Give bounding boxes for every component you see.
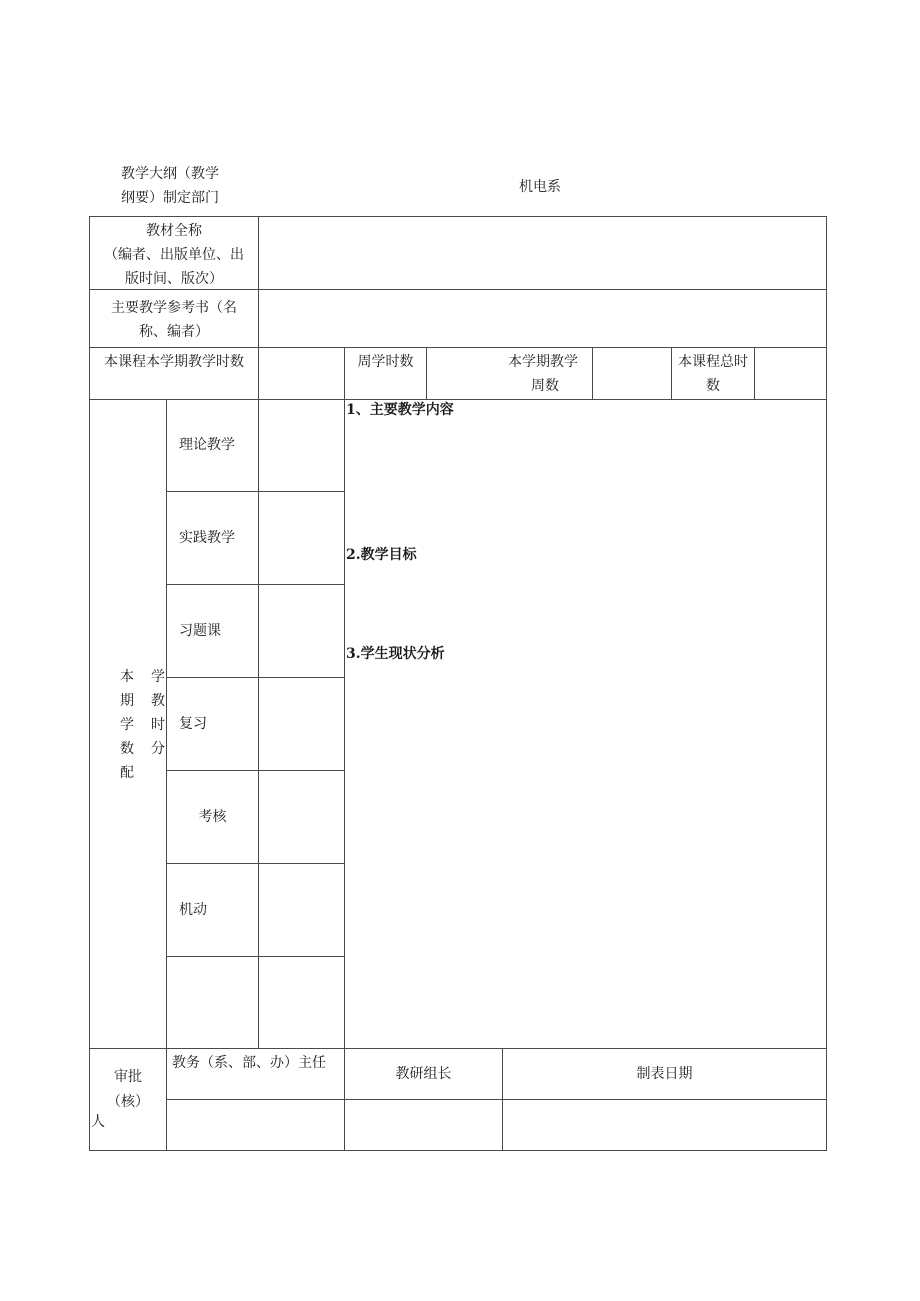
allocation-row-label: 习题课 — [179, 623, 221, 639]
reference-label-line1: 主要教学参考书（名 — [111, 300, 237, 316]
group-leader-label: 教研组长 — [395, 1066, 452, 1082]
textbook-label-line3: 版时间、版次） — [125, 271, 223, 287]
textbook-label-line2: （编者、出版单位、出 — [104, 247, 244, 263]
section-student-analysis: 3.学生现状分析 — [346, 646, 445, 662]
weekly-hours-label: 周学时数 — [357, 354, 414, 370]
date-label: 制表日期 — [636, 1066, 693, 1082]
allocation-row-label: 理论教学 — [179, 437, 235, 453]
director-label: 教务（系、部、办）主任 — [172, 1055, 326, 1071]
dept-label-line2: 纲要）制定部门 — [121, 190, 219, 206]
semester-hours-label: 本课程本学期教学时数 — [104, 354, 244, 370]
weeks-label-line1: 本学期教学 — [508, 354, 578, 370]
allocation-row-label: 考核 — [198, 809, 227, 825]
allocation-row-label: 复习 — [179, 716, 207, 732]
weeks-label-line2: 周数 — [531, 378, 559, 394]
total-hours-label-line2: 数 — [706, 378, 720, 394]
total-hours-label-line1: 本课程总时 — [678, 354, 748, 370]
section-teaching-goals: 2.教学目标 — [346, 547, 417, 563]
textbook-label-line1: 教材全称 — [146, 223, 202, 239]
allocation-row-label: 实践教学 — [179, 530, 235, 546]
section-main-content: 1、主要教学内容 — [346, 402, 454, 418]
allocation-row-label: 机动 — [179, 902, 207, 918]
reference-label-line2: 称、编者） — [139, 324, 209, 340]
approval-label-line2: （核） — [107, 1094, 149, 1110]
approval-label-line1: 审批 — [114, 1069, 142, 1085]
dept-label-line1: 教学大纲（教学 — [121, 166, 219, 182]
dept-value: 机电系 — [519, 179, 561, 195]
approval-label-line3: 人 — [91, 1114, 105, 1130]
